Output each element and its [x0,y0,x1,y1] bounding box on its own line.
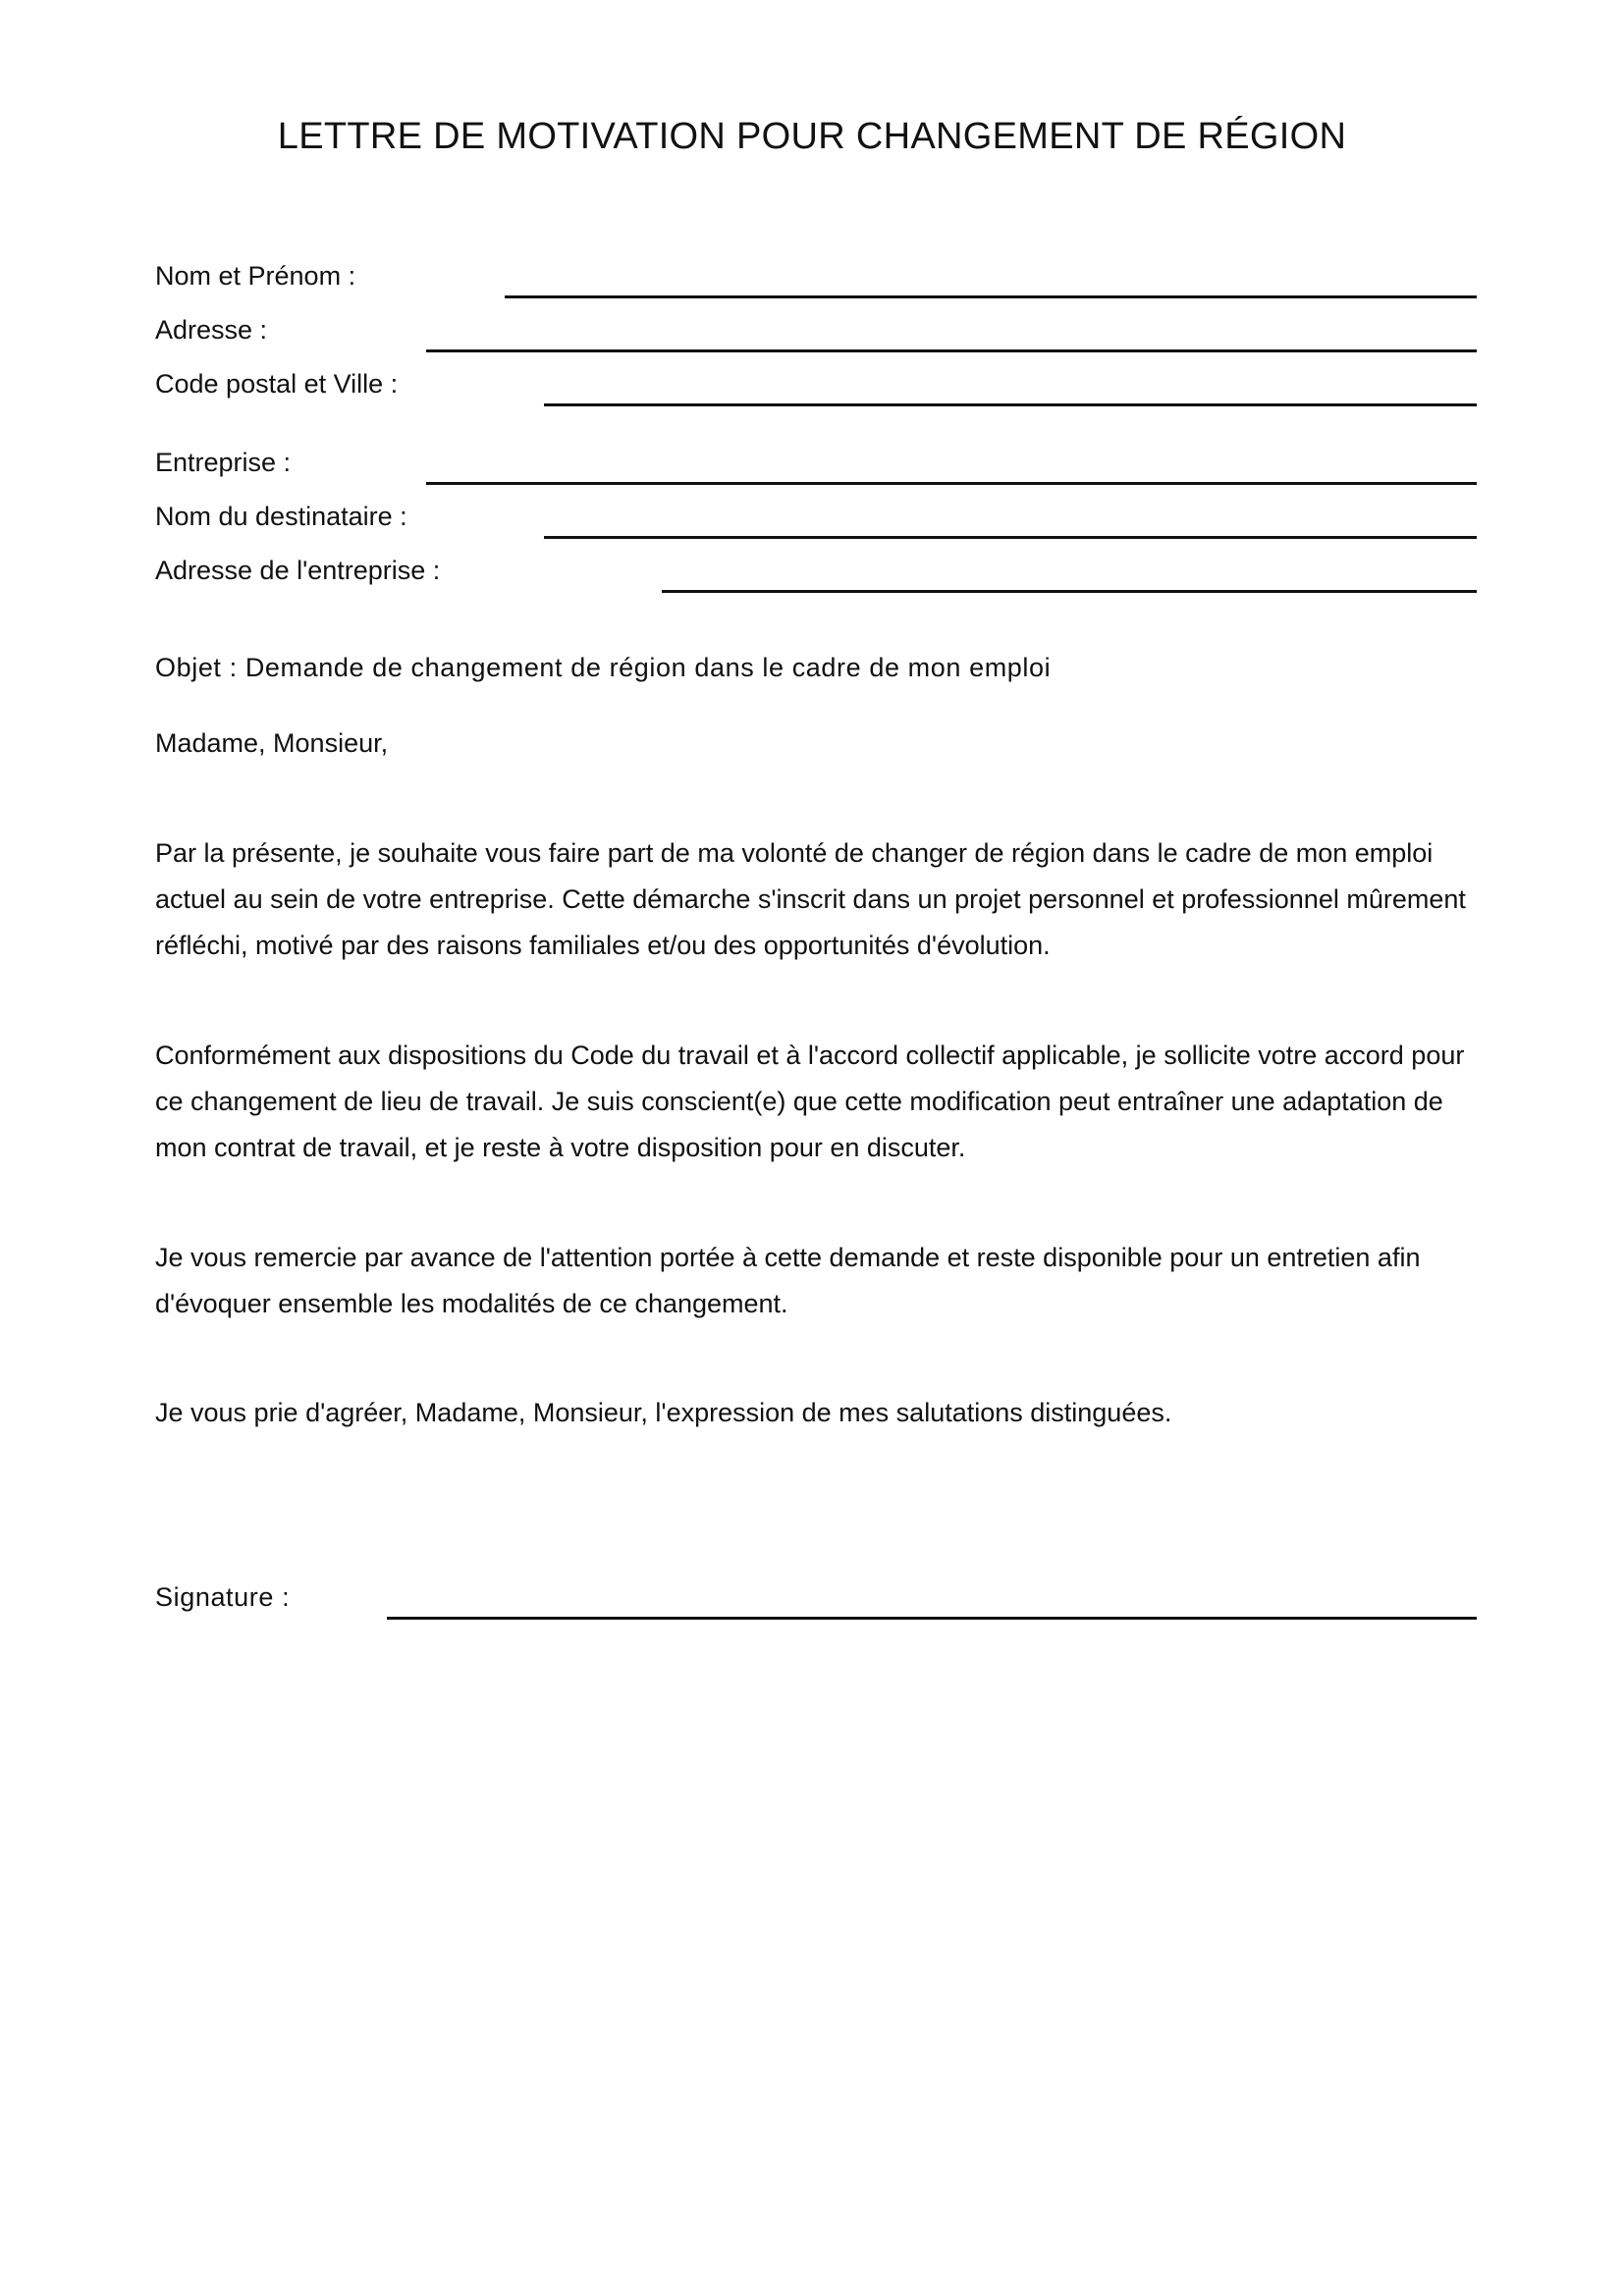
signature-label: Signature : [155,1582,291,1612]
company-address-label: Adresse de l'entreprise : [155,556,441,585]
sender-address-field[interactable] [155,313,1477,352]
recipient-name-label: Nom du destinataire : [155,502,407,531]
salutation: Madame, Monsieur, [155,728,389,758]
sender-name-label: Nom et Prénom : [155,261,356,291]
company-address-line[interactable] [662,590,1477,593]
body-paragraph-1: Par la présente, je souhaite vous faire part de ma volonté de changer de région dans le cadre de mon emploi actuel au sein de votre entreprise. Cette démarche s'inscrit dans un projet personnel et professionnel mûrement réfléchi, motivé par des raisons familiales et/ou des opportunités d'évolution. [155,838,1466,960]
sender-address-line[interactable] [426,349,1477,352]
sender-postal-city-field[interactable] [155,367,1477,406]
sender-postal-city-label: Code postal et Ville : [155,369,399,399]
company-label: Entreprise : [155,448,292,477]
signature-line[interactable] [387,1617,1477,1620]
sender-address-label: Adresse : [155,315,268,345]
company-line[interactable] [426,482,1477,485]
company-field[interactable] [155,446,1477,485]
sender-postal-city-line[interactable] [544,403,1477,406]
body-paragraph-2: Conformément aux dispositions du Code du travail et à l'accord collectif applicable, je sollicite votre accord pour ce changement de lieu de travail. Je suis conscient(e) que cette modification peut entraîner une adaptation de mon contrat de travail, et je reste à votre disposition pour en discuter. [155,1041,1465,1162]
recipient-name-field[interactable] [155,500,1477,539]
sender-name-line[interactable] [505,295,1477,298]
sender-name-field[interactable] [155,259,1477,298]
recipient-name-line[interactable] [544,536,1477,539]
subject-line: Objet : Demande de changement de région dans le cadre de mon emploi [155,653,1052,682]
signature-field[interactable] [155,1580,1477,1620]
closing-paragraph: Je vous prie d'agréer, Madame, Monsieur, l'expression de mes salutations distinguées. [155,1398,1172,1427]
document-title: LETTRE DE MOTIVATION POUR CHANGEMENT DE RÉGION [277,116,1347,157]
company-address-field[interactable] [155,554,1477,593]
body-paragraph-3: Je vous remercie par avance de l'attention portée à cette demande et reste disponible pour un entretien afin d'évoquer ensemble les modalités de ce changement. [155,1243,1421,1318]
